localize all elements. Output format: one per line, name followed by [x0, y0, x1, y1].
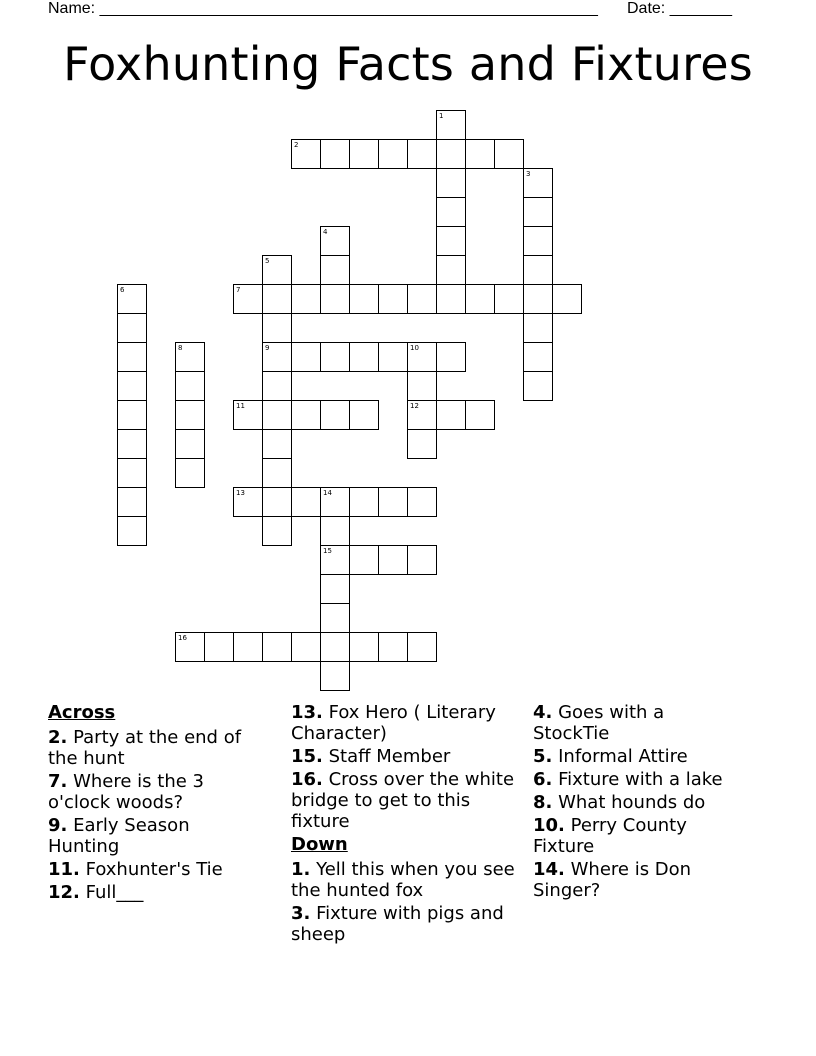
grid-cell[interactable]: [407, 487, 437, 517]
grid-cell[interactable]: [262, 516, 292, 546]
clue-number-2: 2: [294, 141, 299, 149]
page-title: Foxhunting Facts and Fixtures: [63, 37, 753, 91]
grid-cell[interactable]: [233, 632, 263, 662]
clue-number-10: 10: [410, 344, 419, 352]
date-field-label: Date: _______: [627, 0, 732, 17]
grid-cell[interactable]: [117, 400, 147, 430]
grid-cell[interactable]: [407, 545, 437, 575]
clue-number-8: 8: [178, 344, 183, 352]
clue-column-3: [533, 702, 743, 903]
grid-cell[interactable]: [494, 284, 524, 314]
grid-cell[interactable]: [320, 342, 350, 372]
grid-cell[interactable]: [262, 429, 292, 459]
grid-cell[interactable]: [494, 139, 524, 169]
clue-number-14: 14: [323, 489, 332, 497]
grid-cell[interactable]: [320, 400, 350, 430]
grid-cell[interactable]: [349, 487, 379, 517]
grid-cell[interactable]: [262, 400, 292, 430]
clue-across-13: 13. Fox Hero ( Literary Character): [291, 702, 496, 744]
grid-cell[interactable]: [349, 545, 379, 575]
grid-cell[interactable]: [117, 458, 147, 488]
clue-number-16: 16: [178, 634, 187, 642]
grid-cell[interactable]: [320, 139, 350, 169]
clue-across-12: 12. Full___: [48, 882, 144, 903]
clue-number-12: 12: [410, 402, 419, 410]
grid-cell[interactable]: [407, 139, 437, 169]
grid-cell[interactable]: [262, 458, 292, 488]
grid-cell[interactable]: [436, 255, 466, 285]
grid-cell[interactable]: [262, 487, 292, 517]
clue-across-11: 11. Foxhunter's Tie: [48, 859, 223, 880]
grid-cell[interactable]: [378, 342, 408, 372]
clue-down-6: 6. Fixture with a lake: [533, 769, 723, 790]
clue-down-1: 1. Yell this when you see the hunted fox: [291, 859, 515, 901]
grid-cell[interactable]: [349, 400, 379, 430]
grid-cell[interactable]: [262, 284, 292, 314]
grid-cell[interactable]: [523, 255, 553, 285]
clue-number-11: 11: [236, 402, 245, 410]
clue-number-4: 4: [323, 228, 328, 236]
grid-cell[interactable]: [407, 284, 437, 314]
grid-cell[interactable]: [436, 139, 466, 169]
grid-cell[interactable]: [262, 371, 292, 401]
grid-cell[interactable]: [320, 632, 350, 662]
grid-cell[interactable]: [175, 458, 205, 488]
grid-cell[interactable]: [204, 632, 234, 662]
clue-column-1: [48, 702, 258, 905]
clue-across-15: 15. Staff Member: [291, 746, 451, 767]
grid-cell[interactable]: [378, 632, 408, 662]
grid-cell[interactable]: [407, 371, 437, 401]
clue-down-4: 4. Goes with a StockTie: [533, 702, 665, 744]
grid-cell[interactable]: [523, 342, 553, 372]
clue-number-13: 13: [236, 489, 245, 497]
clue-column-2: [291, 702, 516, 947]
grid-cell[interactable]: [436, 197, 466, 227]
grid-cell[interactable]: [523, 313, 553, 343]
grid-cell[interactable]: [320, 255, 350, 285]
grid-cell[interactable]: [523, 197, 553, 227]
clue-across-16: 16. Cross over the white bridge to get to this fixture: [291, 769, 515, 832]
grid-cell[interactable]: [291, 487, 321, 517]
clue-down-14: 14. Where is Don Singer?: [533, 859, 692, 901]
grid-cell[interactable]: [523, 226, 553, 256]
grid-cell[interactable]: [175, 400, 205, 430]
grid-cell[interactable]: [349, 342, 379, 372]
clue-number-5: 5: [265, 257, 270, 265]
grid-cell[interactable]: [407, 429, 437, 459]
clue-down-10: 10. Perry County Fixture: [533, 815, 687, 857]
grid-cell[interactable]: [117, 342, 147, 372]
grid-cell[interactable]: [436, 226, 466, 256]
grid-cell[interactable]: [320, 603, 350, 633]
grid-cell[interactable]: [291, 632, 321, 662]
grid-cell[interactable]: [291, 400, 321, 430]
grid-cell[interactable]: [465, 139, 495, 169]
grid-cell[interactable]: [552, 284, 582, 314]
grid-cell[interactable]: [320, 574, 350, 604]
grid-cell[interactable]: [465, 284, 495, 314]
grid-cell[interactable]: [117, 313, 147, 343]
clue-down-8: 8. What hounds do: [533, 792, 706, 813]
grid-cell[interactable]: [349, 284, 379, 314]
down-heading: Down: [291, 834, 348, 855]
grid-cell[interactable]: [436, 342, 466, 372]
grid-cell[interactable]: [378, 139, 408, 169]
grid-cell[interactable]: [436, 168, 466, 198]
grid-cell[interactable]: [175, 429, 205, 459]
clue-across-2: 2. Party at the end of the hunt: [48, 727, 242, 769]
grid-cell[interactable]: [320, 284, 350, 314]
grid-cell[interactable]: [262, 313, 292, 343]
grid-cell[interactable]: [436, 284, 466, 314]
grid-cell[interactable]: [117, 429, 147, 459]
clue-number-3: 3: [526, 170, 531, 178]
grid-cell[interactable]: [378, 545, 408, 575]
grid-cell[interactable]: [291, 342, 321, 372]
clue-number-7: 7: [236, 286, 241, 294]
grid-cell[interactable]: [349, 632, 379, 662]
name-field-label: Name: ________________________________________________________: [48, 0, 598, 17]
clue-down-5: 5. Informal Attire: [533, 746, 688, 767]
grid-cell[interactable]: [465, 400, 495, 430]
clue-number-15: 15: [323, 547, 332, 555]
grid-cell[interactable]: [117, 516, 147, 546]
grid-cell[interactable]: [436, 400, 466, 430]
grid-cell[interactable]: [291, 284, 321, 314]
clue-across-9: 9. Early Season Hunting: [48, 815, 190, 857]
grid-cell[interactable]: [349, 139, 379, 169]
clue-number-1: 1: [439, 112, 444, 120]
grid-cell[interactable]: [407, 632, 437, 662]
grid-cell[interactable]: [523, 284, 553, 314]
grid-cell[interactable]: [523, 371, 553, 401]
grid-cell[interactable]: [378, 284, 408, 314]
grid-cell[interactable]: [117, 371, 147, 401]
grid-cell[interactable]: [320, 661, 350, 691]
clue-across-7: 7. Where is the 3 o'clock woods?: [48, 771, 204, 813]
clue-number-9: 9: [265, 344, 270, 352]
across-heading: Across: [48, 702, 116, 723]
grid-cell[interactable]: [117, 487, 147, 517]
clue-down-3: 3. Fixture with pigs and sheep: [291, 903, 504, 945]
clue-number-6: 6: [120, 286, 125, 294]
grid-cell[interactable]: [378, 487, 408, 517]
grid-cell[interactable]: [262, 632, 292, 662]
grid-cell[interactable]: [175, 371, 205, 401]
grid-cell[interactable]: [320, 516, 350, 546]
